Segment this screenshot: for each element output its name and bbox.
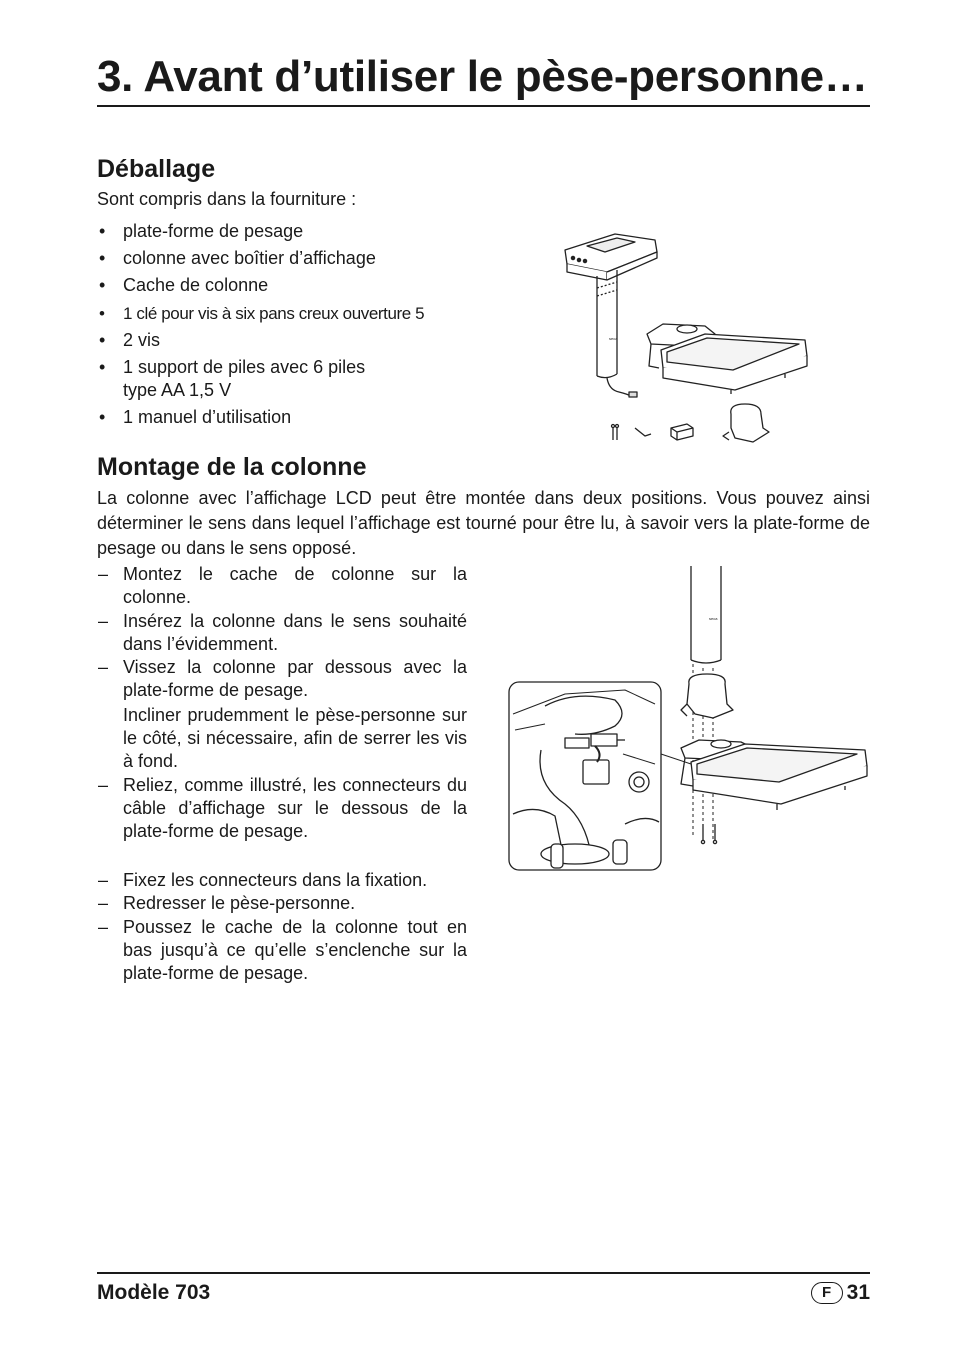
footer-model: Modèle 703 [97, 1281, 211, 1304]
list-item: • colonne avec boîtier d’affichage [97, 247, 487, 270]
delivery-contents-list [97, 220, 487, 433]
section-heading-montage: Montage de la colonne [97, 453, 367, 481]
svg-text:seca: seca [609, 336, 618, 341]
list-item: – Redresser le pèse-personne. [97, 892, 467, 915]
list-item-line: Vissez la colonne par dessous avec la plate-forme de pesage. [123, 657, 467, 701]
svg-text:seca: seca [709, 616, 718, 621]
language-badge: F [811, 1282, 843, 1304]
list-item [97, 656, 467, 773]
footer-divider [97, 1272, 870, 1274]
list-item-note: Incliner prudemment le pèse-personne sur le côté, si nécessaire, afin de serrer les vis à fond. [123, 704, 467, 772]
list-item: • 1 manuel d’utilisation [97, 406, 487, 429]
list-item-line: 1 support de piles avec 6 piles [123, 356, 366, 377]
section-heading-deballage: Déballage [97, 155, 216, 183]
list-item-line: type AA 1,5 V [123, 379, 232, 400]
list-item: – Poussez le cache de la colonne tout en bas jusqu’à ce qu’elle s’enclenche sur la plate-forme de pesage. [97, 916, 467, 986]
list-item: • plate-forme de pesage [97, 220, 487, 243]
footer-page-info [806, 1280, 870, 1306]
list-item: • 1 clé pour vis à six pans creux ouverture 5 [97, 302, 487, 325]
list-item: – Fixez les connecteurs dans la fixation. [97, 869, 467, 892]
column-assembly-illustration [505, 564, 873, 874]
title-divider [97, 105, 870, 107]
scale-parts-illustration [555, 228, 815, 450]
montage-intro: La colonne avec l’affichage LCD peut être montée dans deux positions. Vous pouvez ainsi déterminer le sens dans lequel l’affichage est tourné pour être lu, à savoir vers la plate-forme de pesage ou dans le sens opposé. [97, 488, 870, 558]
page-title: 3. Avant d’utiliser le pèse-personne… [97, 52, 868, 101]
list-item: – Montez le cache de colonne sur la colonne. [97, 563, 467, 610]
assembly-steps-list-2 [97, 869, 467, 985]
page-number: 31 [846, 1281, 870, 1304]
assembly-steps-list [97, 563, 467, 844]
list-item [97, 356, 487, 402]
list-item: • Cache de colonne [97, 274, 487, 297]
deballage-intro: Sont compris dans la fourniture : [97, 189, 357, 209]
list-item: – Insérez la colonne dans le sens souhaité dans l’évidemment. [97, 610, 467, 657]
list-item: – Reliez, comme illustré, les connecteurs du câble d’affichage sur le dessous de la plate-forme de pesage. [97, 774, 467, 844]
list-item: • 2 vis [97, 329, 487, 352]
